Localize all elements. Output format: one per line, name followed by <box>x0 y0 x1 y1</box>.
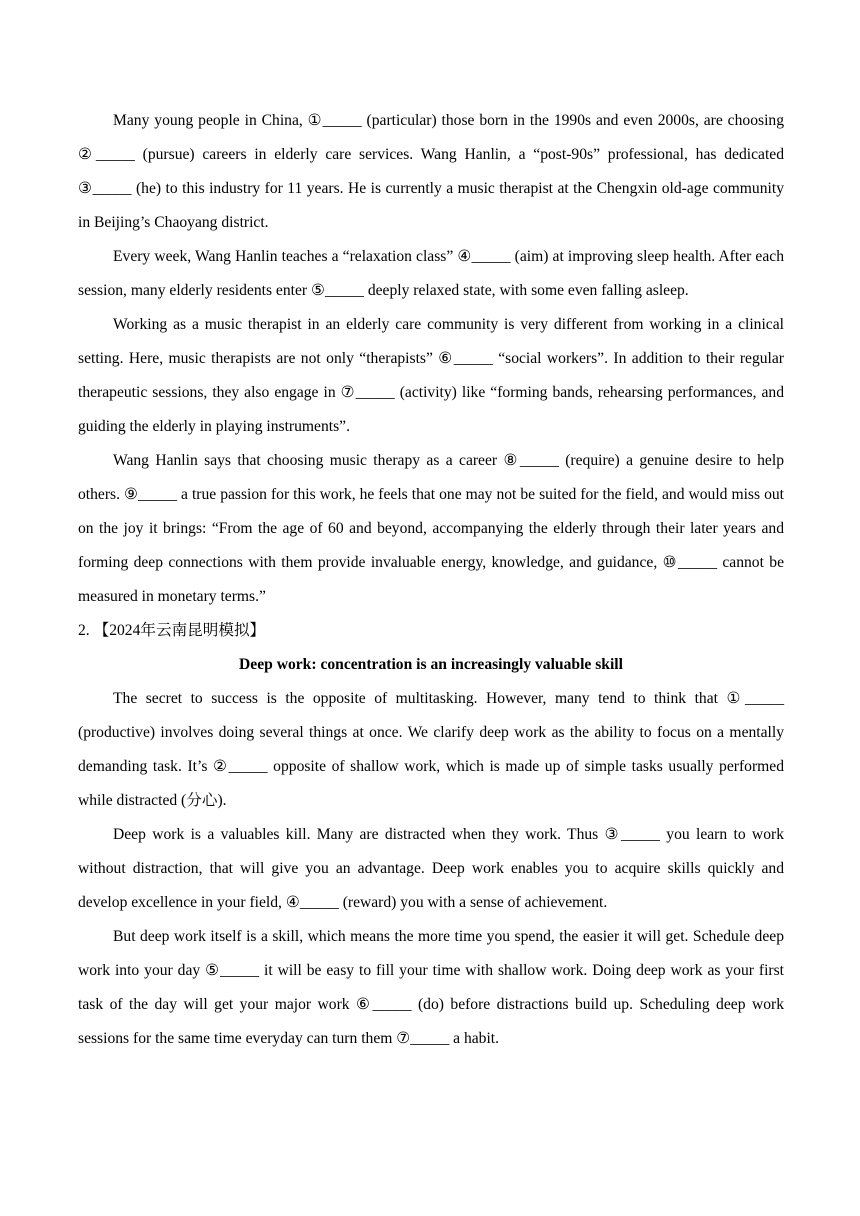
passage2-paragraph-3: But deep work itself is a skill, which means the more time you spend, the easier it will get. Schedule deep work into your day ⑤_____ it will be easy to fill your time with shallow work. Doing deep work as your first task of the day will get your major work ⑥_____ (do) before distractions build up. Scheduling deep work sessions for the same time everyday can turn them ⑦_____ a habit. <box>78 928 784 1047</box>
passage2-paragraph-1: The secret to success is the opposite of multitasking. However, many tend to think that ①_____ (productive) involves doing several things at once. We clarify deep work as the ability to focus on a mentally demanding task. It’s ②_____ opposite of shallow work, which is made up of simple tasks usually performed while distracted (分心). <box>78 690 784 809</box>
passage1-paragraph-3: Working as a music therapist in an elderly care community is very different from working in a clinical setting. Here, music therapists are not only “therapists” ⑥_____ “social workers”. In addition to their regular therapeutic sessions, they also engage in ⑦_____ (activity) like “forming bands, rehearsing performances, and guiding the elderly in playing instruments”. <box>78 316 784 435</box>
passage2-paragraph-2: Deep work is a valuables kill. Many are distracted when they work. Thus ③_____ you learn to work without distraction, that will give you an advantage. Deep work enables you to acquire skills quickly and develop excellence in your field, ④_____ (reward) you with a sense of achievement. <box>78 826 784 911</box>
document-page <box>78 104 784 1056</box>
passage1-paragraph-2: Every week, Wang Hanlin teaches a “relaxation class” ④_____ (aim) at improving sleep health. After each session, many elderly residents enter ⑤_____ deeply relaxed state, with some even falling asleep. <box>78 248 784 299</box>
passage1-paragraph-1: Many young people in China, ①_____ (particular) those born in the 1990s and even 2000s, are choosing ②_____ (pursue) careers in elderly care services. Wang Hanlin, a “post-90s” professional, has dedicated ③_____ (he) to this industry for 11 years. He is currently a music therapist at the Chengxin old-age community in Beijing’s Chaoyang district. <box>78 112 784 231</box>
question-2-heading: 2. 【2024年云南昆明模拟】 <box>78 622 266 639</box>
article-title: Deep work: concentration is an increasingly valuable skill <box>239 656 623 673</box>
passage1-paragraph-4: Wang Hanlin says that choosing music therapy as a career ⑧_____ (require) a genuine desire to help others. ⑨_____ a true passion for this work, he feels that one may not be suited for the field, and would miss out on the joy it brings: “From the age of 60 and beyond, accompanying the elderly through their later years and forming deep connections with them provide invaluable energy, knowledge, and guidance, ⑩_____ cannot be measured in monetary terms.” <box>78 452 784 605</box>
